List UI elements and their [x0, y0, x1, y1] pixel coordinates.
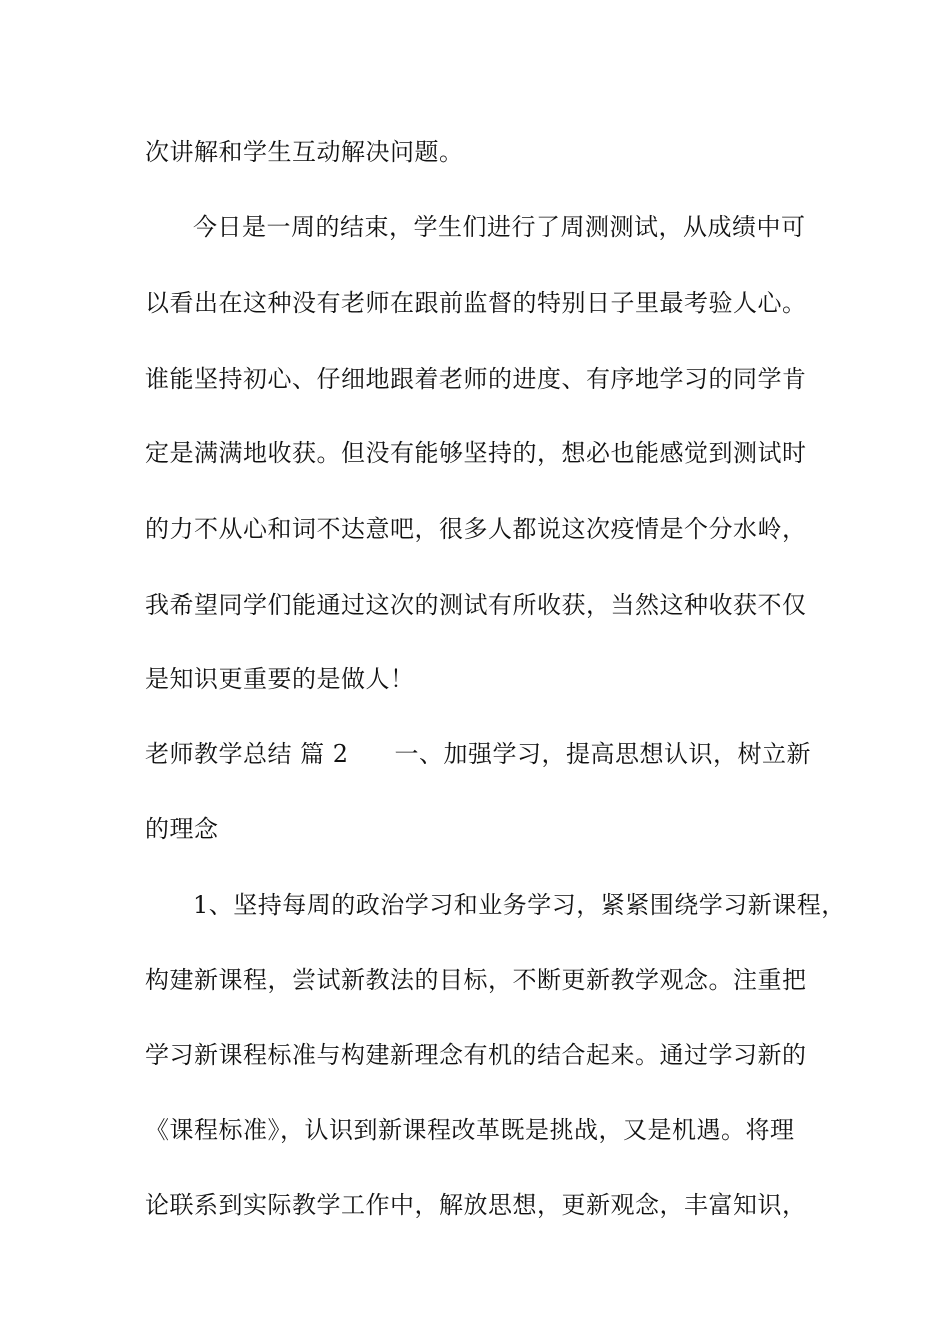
paragraph-line: 我希望同学们能通过这次的测试有所收获，当然这种收获不仅 — [145, 591, 807, 619]
paragraph-line: 次讲解和学生互动解决问题。 — [145, 138, 464, 166]
paragraph-line: 《课程标准》，认识到新课程改革既是挑战，又是机遇。将理 — [145, 1116, 795, 1144]
paragraph-line: 的力不从心和词不达意吧，很多人都说这次疫情是个分水岭， — [145, 515, 807, 543]
section-subheading: 一、加强学习，提高思想认识，树立新 — [394, 740, 812, 768]
paragraph-line: 学习新课程标准与构建新理念有机的结合起来。通过学习新的 — [145, 1041, 807, 1069]
paragraph-line: 是知识更重要的是做人！ — [145, 665, 415, 693]
paragraph-line: 1、坚持每周的政治学习和业务学习，紧紧围绕学习新课程， — [193, 891, 846, 919]
section-title: 老师教学总结 篇 2 — [145, 740, 349, 768]
paragraph-line: 论联系到实际教学工作中，解放思想，更新观念，丰富知识， — [145, 1191, 807, 1219]
paragraph-line: 以看出在这种没有老师在跟前监督的特别日子里最考验人心。 — [145, 289, 807, 317]
section-heading — [145, 739, 811, 769]
paragraph-line: 定是满满地收获。但没有能够坚持的，想必也能感觉到测试时 — [145, 439, 807, 467]
paragraph-line: 的理念 — [145, 815, 219, 843]
paragraph-line: 构建新课程，尝试新教法的目标，不断更新教学观念。注重把 — [145, 966, 807, 994]
paragraph-line: 谁能坚持初心、仔细地跟着老师的进度、有序地学习的同学肯 — [145, 365, 807, 393]
paragraph-line: 今日是一周的结束，学生们进行了周测测试，从成绩中可 — [193, 213, 806, 241]
